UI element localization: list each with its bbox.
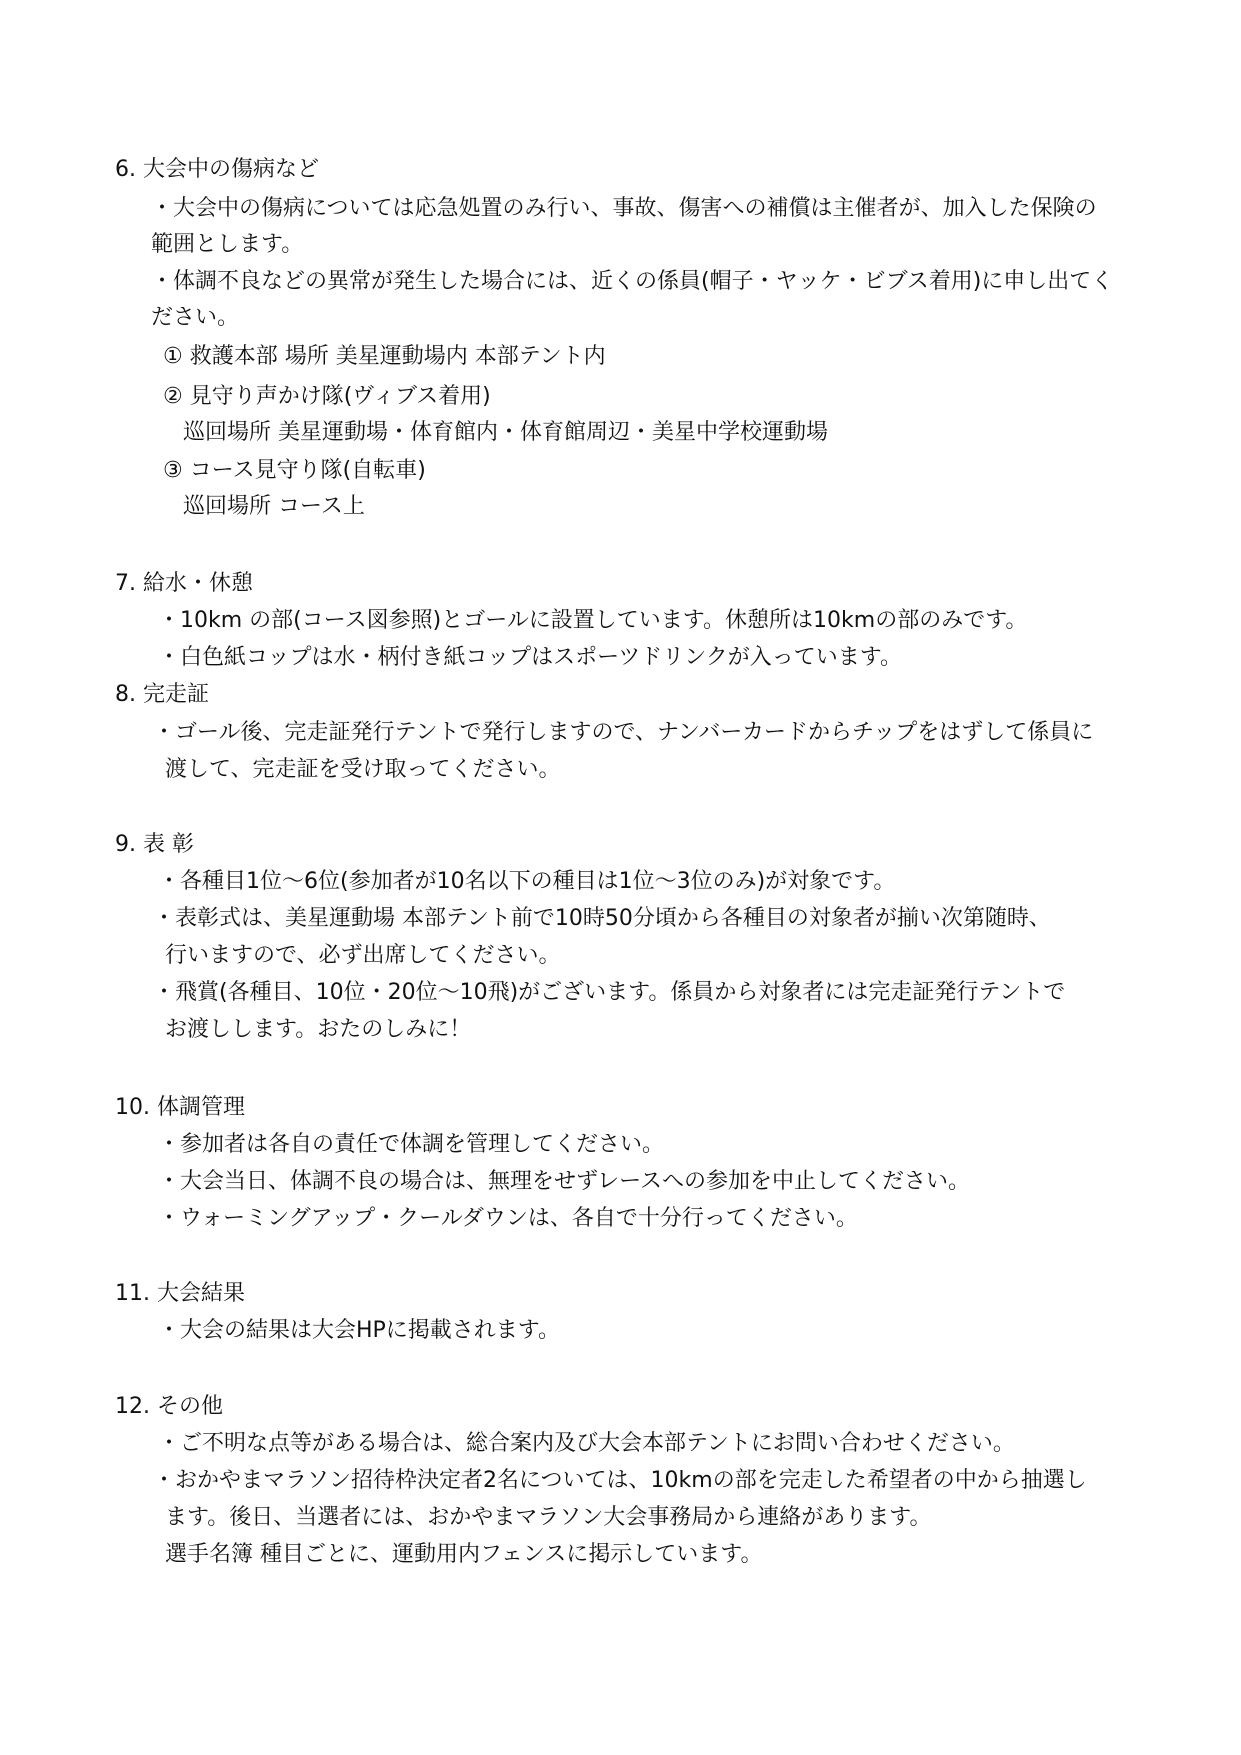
section-6-title: 6. 大会中の傷病など [115, 157, 319, 182]
section-6-line: 巡回場所 美星運動場・体育館内・体育館周辺・美星中学校運動場 [183, 420, 828, 445]
section-9-title: 9. 表 彰 [115, 832, 194, 857]
section-9-line: ・各種目1位～6位(参加者が10名以下の種目は1位～3位のみ)が対象です。 [158, 869, 896, 894]
section-6-line: ② 見守り声かけ隊(ヴィブス着用) [163, 384, 491, 409]
section-12-title: 12. その他 [115, 1394, 223, 1419]
section-12-line: 選手名簿 種目ごとに、運動用内フェンスに掲示しています。 [165, 1542, 763, 1567]
section-9-line: お渡しします。おたのしみに！ [165, 1017, 472, 1042]
section-6-line: ・体調不良などの異常が発生した場合には、近くの係員(帽子・ヤッケ・ビブス着用)に申し出てく [151, 269, 1114, 294]
section-9-line: ・飛賞(各種目、10位・20位～10飛)がございます。係員から対象者には完走証発行テントで [153, 980, 1066, 1005]
section-6-line: ① 救護本部 場所 美星運動場内 本部テント内 [163, 344, 606, 369]
section-10-line: ・大会当日、体調不良の場合は、無理をせずレースへの参加を中止してください。 [158, 1169, 971, 1194]
section-11-title: 11. 大会結果 [115, 1281, 245, 1306]
section-12-line: ・ご不明な点等がある場合は、総合案内及び大会本部テントにお問い合わせください。 [158, 1431, 1015, 1456]
section-7-title: 7. 給水・休憩 [115, 571, 253, 596]
section-8-title: 8. 完走証 [115, 682, 209, 707]
section-9-line: 行いますので、必ず出席してください。 [165, 943, 561, 968]
section-12-line: ・おかやまマラソン招待枠決定者2名については、10kmの部を完走した希望者の中から抽選し [153, 1468, 1087, 1493]
section-6-line: 範囲とします。 [151, 232, 304, 257]
section-9-line: ・表彰式は、美星運動場 本部テント前で10時50分頃から各種目の対象者が揃い次第随時、 [153, 906, 1051, 931]
section-10-line: ・参加者は各自の責任で体調を管理してください。 [158, 1132, 665, 1157]
section-10-line: ・ウォーミングアップ・クールダウンは、各自で十分行ってください。 [158, 1206, 858, 1231]
section-11-line: ・大会の結果は大会HPに掲載されます。 [158, 1318, 561, 1343]
section-7-line: ・白色紙コップは水・柄付き紙コップはスポーツドリンクが入っています。 [158, 645, 903, 670]
section-6-line: ・大会中の傷病については応急処置のみ行い、事故、傷害への補償は主催者が、加入した保険の [151, 196, 1097, 221]
section-6-line: ③ コース見守り隊(自転車) [163, 458, 426, 483]
section-12-line: ます。後日、当選者には、おかやまマラソン大会事務局から連絡があります。 [165, 1505, 932, 1530]
section-10-title: 10. 体調管理 [115, 1095, 245, 1120]
section-6-line: ださい。 [151, 305, 240, 330]
section-8-line: 渡して、完走証を受け取ってください。 [165, 757, 561, 782]
section-8-line: ・ゴール後、完走証発行テントで発行しますので、ナンバーカードからチップをはずして係員に [153, 720, 1094, 745]
section-6-line: 巡回場所 コース上 [183, 494, 365, 519]
section-7-line: ・10km の部(コース図参照)とゴールに設置しています。休憩所は10kmの部のみです。 [158, 608, 1028, 633]
